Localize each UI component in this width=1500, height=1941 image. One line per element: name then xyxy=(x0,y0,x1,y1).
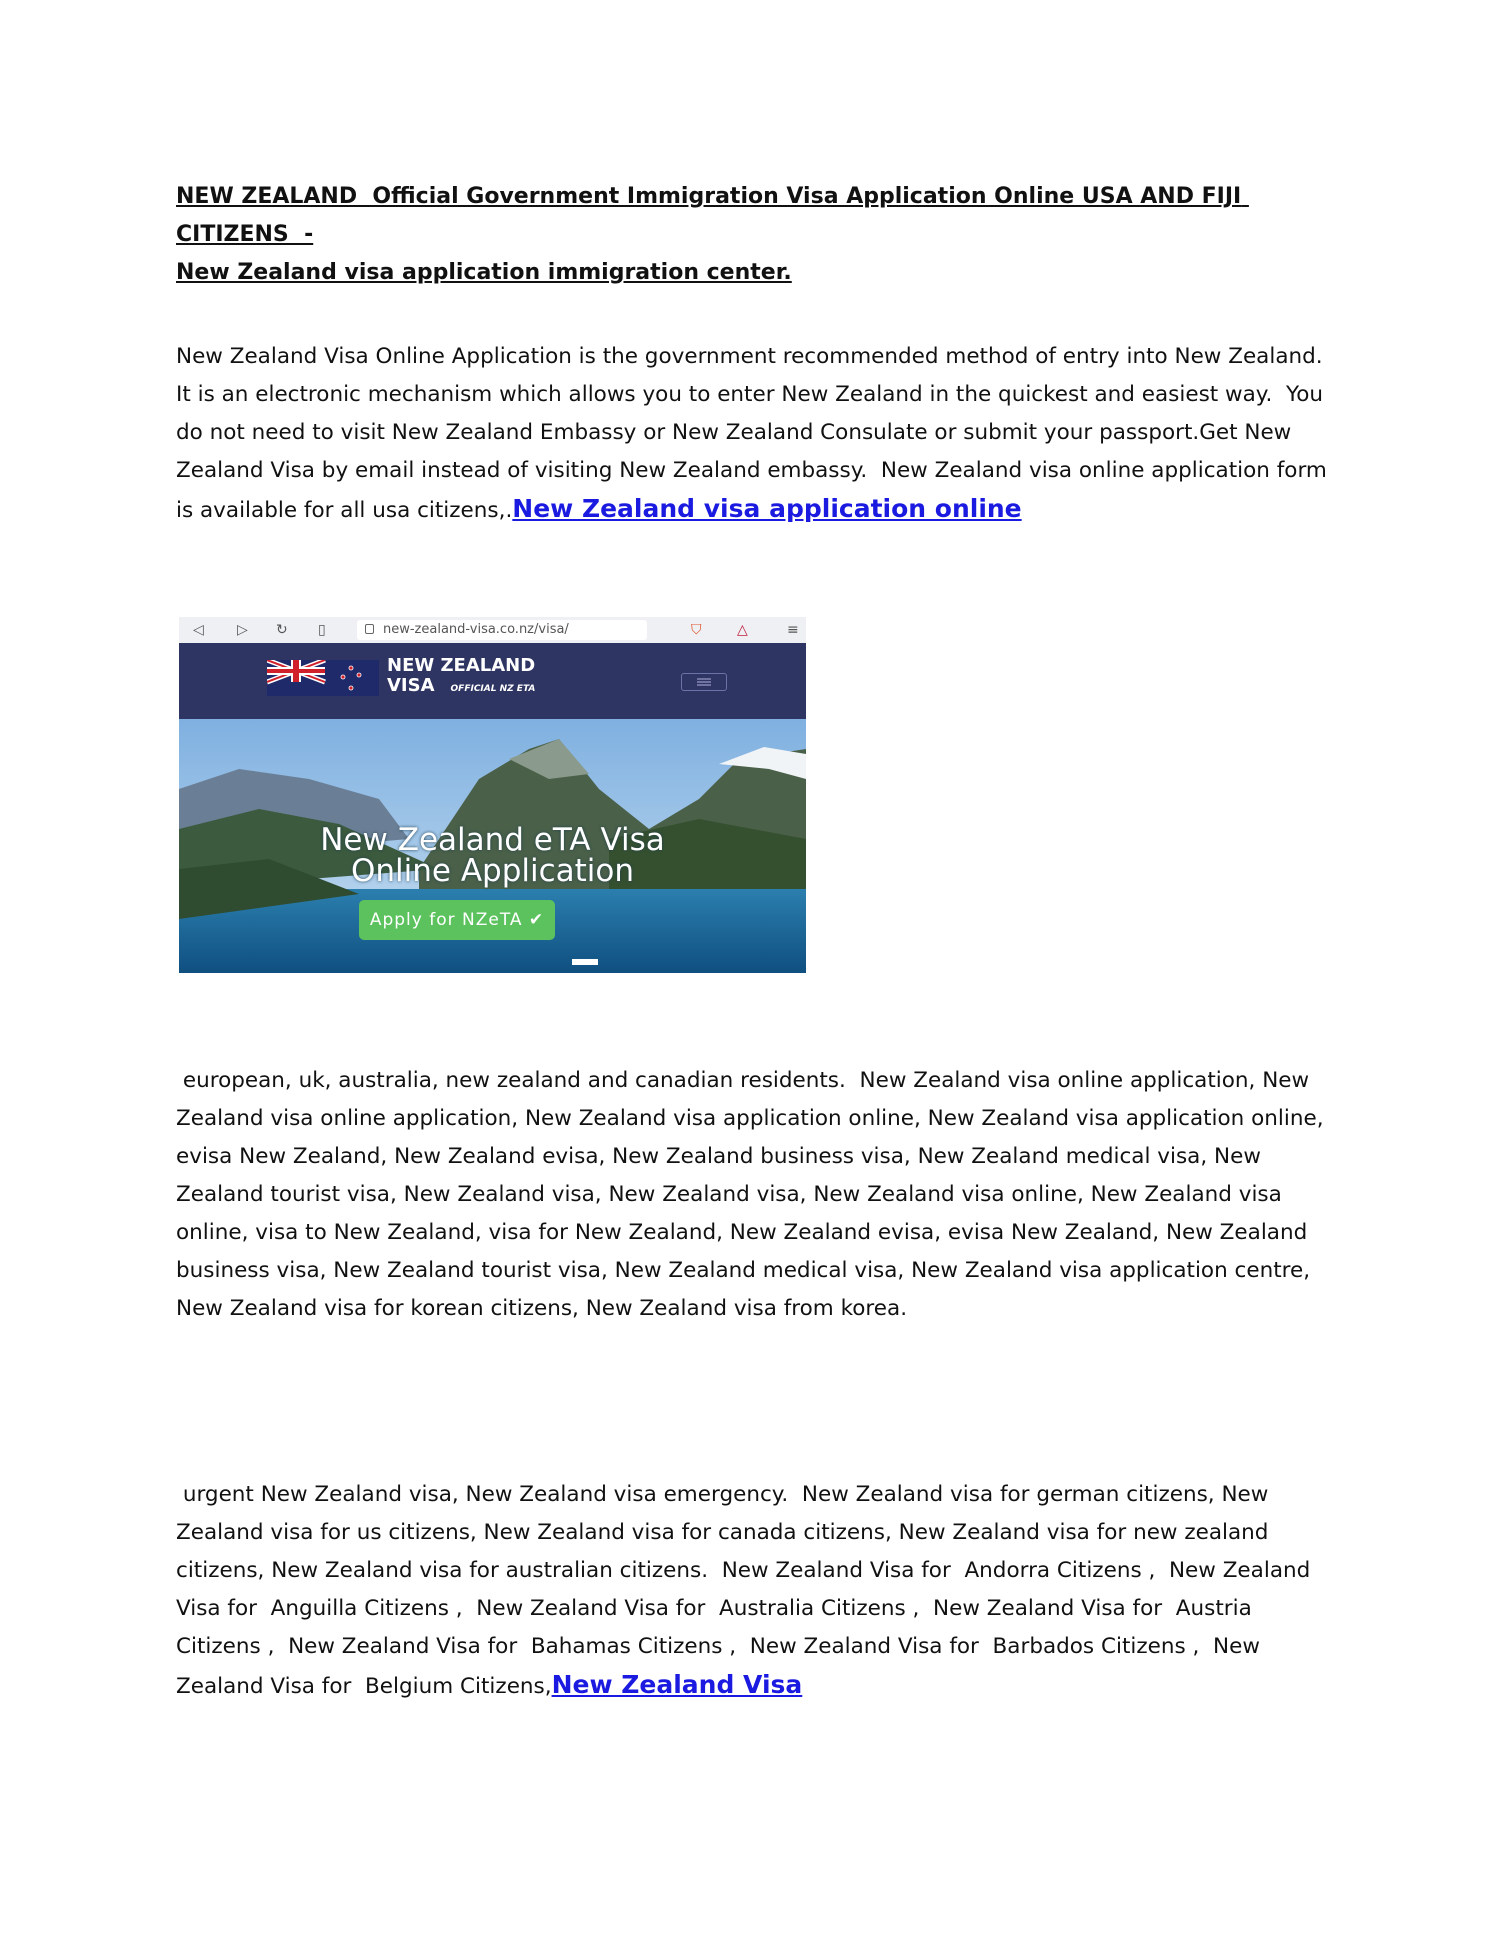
apply-nzeta-button: Apply for NZeTA ✔ xyxy=(359,900,555,940)
browser-toolbar xyxy=(179,617,806,644)
citizens-paragraph xyxy=(176,1476,1336,1706)
page-title xyxy=(176,178,1336,292)
title-line-2: New Zealand visa application immigration center. xyxy=(176,260,792,285)
intro-text: New Zealand Visa Online Application is the government recommended method of entry into New Zealand. It is an electronic mechanism which allows you to enter New Zealand in the quickest and easiest way. You do not need to visit New Zealand Embassy or New Zealand Consulate or submit your passport.Get New Zealand Visa by email instead of visiting New Zealand embassy. New Zealand visa online application form is available for all usa citizens,. xyxy=(176,344,1337,523)
title-line-1: NEW ZEALAND Official Government Immigration Visa Application Online USA AND FIJI CITIZENS - xyxy=(176,184,1249,247)
brand-line-1: NEW ZEALAND xyxy=(387,655,536,676)
nz-flag-icon xyxy=(267,660,379,696)
site-header xyxy=(179,643,806,719)
menu-icon: ≡ xyxy=(787,622,799,638)
citizens-text: urgent New Zealand visa, New Zealand visa emergency. New Zealand visa for german citizens, New Zealand visa for us citizens, New Zealand visa for canada citizens, New Zealand visa for new zealand citizens, New Zealand visa for australian citizens. New Zealand Visa for Andorra Citizens , New Zealand Visa for Anguilla Citizens , New Zealand Visa for Australia Citizens , New Zealand Visa for Austria Citizens , New Zealand Visa for Bahamas Citizens , New Zealand Visa for Barbados Citizens , New Zealand Visa for Belgium Citizens, xyxy=(176,1482,1318,1699)
intro-paragraph xyxy=(176,338,1336,530)
website-screenshot-image xyxy=(179,617,806,973)
keywords-text: european, uk, australia, new zealand and canadian residents. New Zealand visa online application, New Zealand visa online application, New Zealand visa application online, New Zealand visa application online, evisa New Zealand, New Zealand evisa, New Zealand business visa, New Zealand medical visa, New Zealand tourist visa, New Zealand visa, New Zealand visa, New Zealand visa online, New Zealand visa online, visa to New Zealand, visa for New Zealand, New Zealand evisa, evisa New Zealand, New Zealand business visa, New Zealand tourist visa, New Zealand medical visa, New Zealand visa application centre, New Zealand visa for korean citizens, New Zealand visa from korea. xyxy=(176,1068,1331,1321)
reload-icon: ↻ xyxy=(276,622,288,638)
hero-title xyxy=(179,822,806,889)
rewards-icon: △ xyxy=(737,622,748,638)
hero-banner xyxy=(179,719,806,973)
lock-icon xyxy=(365,624,374,634)
new-zealand-visa-link[interactable]: New Zealand Visa xyxy=(551,1670,803,1699)
address-bar xyxy=(357,620,647,640)
hamburger-menu-icon xyxy=(681,673,727,691)
site-logo-text xyxy=(387,656,535,699)
bookmark-icon: ▯ xyxy=(318,622,326,638)
brand-line-2: VISA xyxy=(387,675,435,696)
visa-application-link[interactable]: New Zealand visa application online xyxy=(512,494,1022,523)
forward-icon: ▷ xyxy=(237,622,248,638)
back-icon: ◁ xyxy=(193,622,204,638)
address-bar-url: new-zealand-visa.co.nz/visa/ xyxy=(383,622,569,637)
brave-shield-icon: ⛉ xyxy=(691,622,702,638)
brand-subtitle: OFFICIAL NZ ETA xyxy=(450,684,536,694)
keywords-paragraph xyxy=(176,1062,1336,1328)
hero-title-line-2: Online Application xyxy=(350,853,635,889)
hero-title-line-1: New Zealand eTA Visa xyxy=(320,822,665,858)
